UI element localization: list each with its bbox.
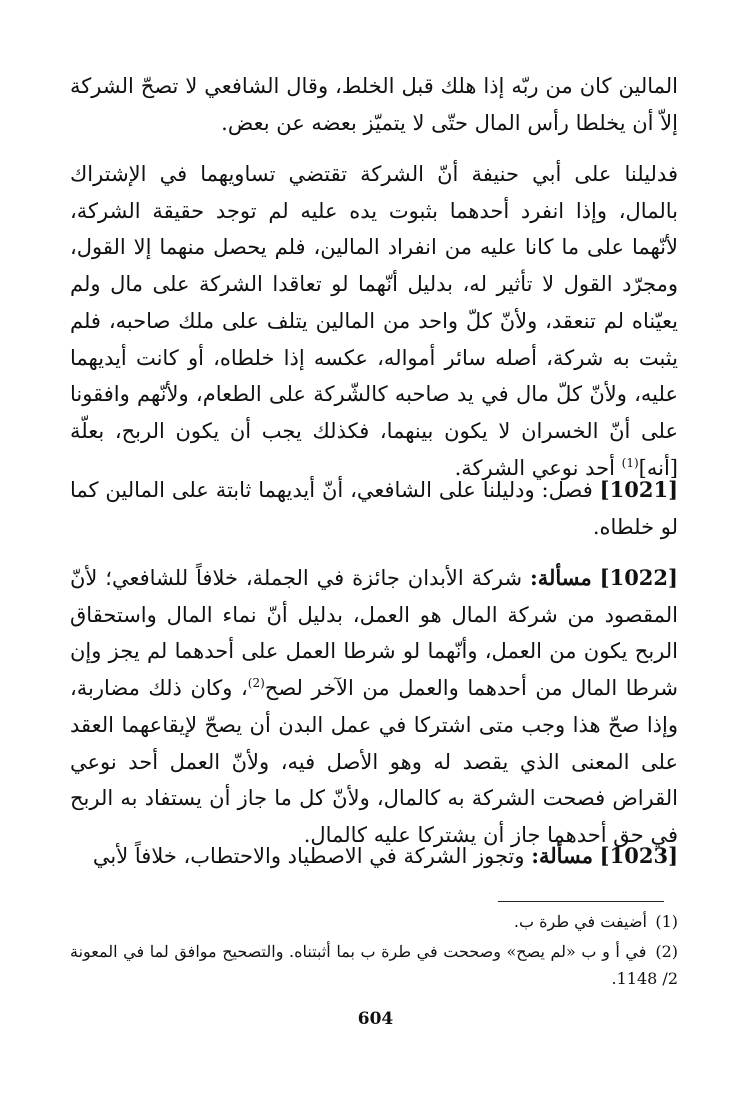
paragraph-argument <box>70 156 678 486</box>
footnote-2 <box>70 938 678 992</box>
section-1021 <box>70 472 678 545</box>
issue-text: شركة الأبدان جائزة في الجملة، خلافاً للشافعي؛ لأنّ المقصود من شركة المال هو العمل، بدليل أنّ نماء المال واستحقاق الربح يكون من العمل، وأنّهما لو شرطا العمل على أحدهما لم يجز وإن شرطا المال من أحدهما والعمل من الآخر لصح <box>70 566 679 701</box>
issue-number: [1023] <box>599 843 678 868</box>
issue-text: وتجوز الشركة في الاصطياد والاحتطاب، خلافاً لأبي <box>92 844 525 868</box>
issue-text-end: ، وكان ذلك مضاربة، وإذا صحّ هذا وجب متى اشتركا في عمل البدن أن يصحّ لإيقاعهما العقد على المعنى الذي يقصد له وهو الأصل فيه، ولأنّ العمل أحد نوعي القراض فصحت الشركة به كالمال، ولأنّ كل ما جاز أن يستفاد به الربح في حق أحدهما جاز أن يشتركا عليه كالمال. <box>70 676 678 847</box>
page-number: 604 <box>357 1009 394 1029</box>
issue-number: [1022] <box>599 565 678 590</box>
issue-label: مسألة: <box>531 843 593 868</box>
footnote-number: (1) <box>655 912 678 931</box>
issue-label: مسألة: <box>529 565 592 590</box>
footnote-number: (2) <box>655 942 678 961</box>
footnote-divider <box>498 901 664 902</box>
inserted-word: [أنه] <box>638 455 678 480</box>
footnote-text: في أ و ب «لم يصح» وصححت في طرة ب بما أثبتناه. والتصحيح موافق لما في المعونة 2/ 1148. <box>70 942 678 988</box>
section-text: ودليلنا على الشافعي، أنّ أيديهما ثابتة على المالين كما لو خلطاه. <box>70 478 678 539</box>
footnote-ref-1: (1) <box>621 455 639 470</box>
paragraph-argument-end: أحد نوعي الشركة. <box>454 455 615 480</box>
footnote-1 <box>70 908 678 935</box>
paragraph-continuation: المالين كان من ربّه إذا هلك قبل الخلط، وقال الشافعي لا تصحّ الشركة إلاّ أن يخلطا رأس المال حتّى لا يتميّز بعضه عن بعض. <box>70 74 678 135</box>
paragraph-argument-text: فدليلنا على أبي حنيفة أنّ الشركة تقتضي تساويهما في الإشتراك بالمال، وإذا انفرد أحدهما بثبوت يده عليه لم توجد حقيقة الشركة، لأنّهما على ما كانا عليه من انفراد المالين، فلم يحصل منهما إلا القول، ومجرّد القول لا تأثير له، بدليل أنّهما لو تعاقدا الشركة على مال ولم يعيّناه لم تنعقد، ولأنّ كلّ واحد من المالين يتلف على ملك صاحبه، فلم يثبت به شركة، أصله سائر أمواله، عكسه إذا خلطاه، أو كانت أيديهما عليه، ولأنّ كلّ مال في يد صاحبه كالشّركة على الطعام، ولأنّهم وافقونا على أنّ الخسران لا يكون بينهما، فكذلك يجب أن يكون الربح، بعلّة <box>70 162 678 443</box>
issue-1022 <box>70 560 678 854</box>
footnote-ref-2: (2) <box>247 676 265 691</box>
footnote-text: أضيفت في طرة ب. <box>513 912 647 931</box>
section-number: [1021] <box>599 477 678 502</box>
section-label: فصل: <box>541 478 593 502</box>
issue-1023 <box>70 838 678 875</box>
